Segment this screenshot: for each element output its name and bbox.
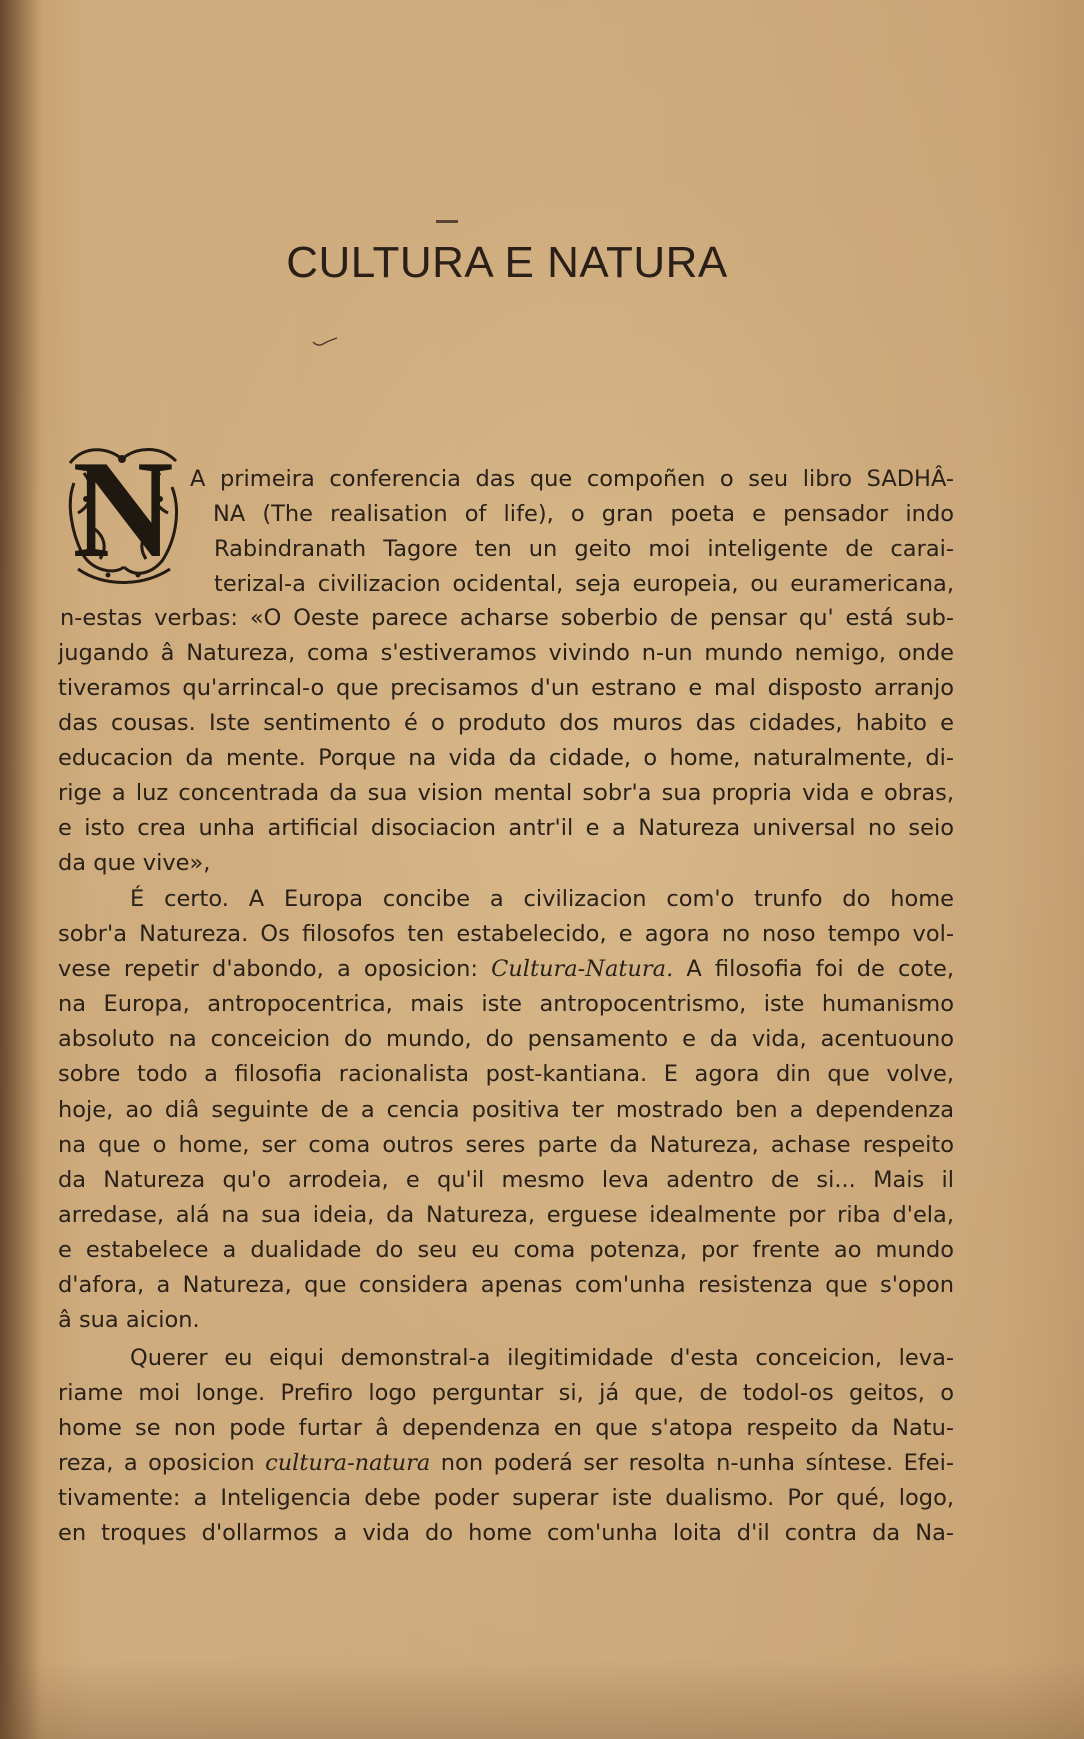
text-line: absoluto na conceicion do mundo, do pensamento e da vida, acentuouno xyxy=(58,1026,954,1052)
text-line: Querer eu eiqui demonstral-a ilegitimidade d'esta conceicion, leva- xyxy=(130,1345,954,1371)
text-line: A primeira conferencia das que compoñen o seu libro SADHÂ- xyxy=(190,466,954,492)
text-line: da que vive», xyxy=(58,850,211,876)
text-line: na que o home, ser coma outros seres parte da Natureza, achase respeito xyxy=(58,1132,954,1158)
text-line: riame moi longe. Prefiro logo perguntar si, já que, de todol-os geitos, o xyxy=(58,1380,954,1406)
text-line: É certo. A Europa concibe a civilizacion com'o trunfo do home xyxy=(130,886,954,912)
text-line: Rabindranath Tagore ten un geito moi inteligente de carai- xyxy=(214,536,954,562)
text-line: tiveramos qu'arrincal-o que precisamos d'un estrano e mal disposto arranjo xyxy=(58,675,954,701)
text-line: n-estas verbas: «O Oeste parece acharse soberbio de pensar qu' está sub- xyxy=(60,605,954,631)
text-line: reza, a oposicion cultura-natura non poderá ser resolta n-unha síntese. Efei- xyxy=(58,1450,954,1476)
text-line: das cousas. Iste sentimento é o produto dos muros das cidades, habito e xyxy=(58,710,954,736)
text-line: na Europa, antropocentrica, mais iste antropocentrismo, iste humanismo xyxy=(58,991,954,1017)
text-line: jugando â Natureza, coma s'estiveramos vivindo n-un mundo nemigo, onde xyxy=(58,640,954,666)
text-line: d'afora, a Natureza, que considera apenas com'unha resistenza que s'opon xyxy=(58,1272,954,1298)
ornament-squiggle xyxy=(312,336,338,348)
text-line: rige a luz concentrada da sua vision mental sobr'a sua propria vida e obras, xyxy=(58,780,954,806)
header-dash xyxy=(436,220,458,223)
text-line: tivamente: a Inteligencia debe poder superar iste dualismo. Por qué, logo, xyxy=(58,1485,954,1511)
text-line: hoje, ao diâ seguinte de a cencia positiva ter mostrado ben a dependenza xyxy=(58,1097,954,1123)
text-line: en troques d'ollarmos a vida do home com'unha loita d'il contra da Na- xyxy=(58,1520,954,1546)
text-line: vese repetir d'abondo, a oposicion: Cultura-Natura. A filosofia foi de cote, xyxy=(58,956,954,982)
text-line: arredase, alá na sua ideia, da Natureza, erguese idealmente por riba d'ela, xyxy=(58,1202,954,1228)
text-line: e estabelece a dualidade do seu eu coma potenza, por frente ao mundo xyxy=(58,1237,954,1263)
text-line: da Natureza qu'o arrodeia, e qu'il mesmo leva adentro de si... Mais il xyxy=(58,1167,954,1193)
chapter-title: CULTURA E NATURA xyxy=(286,238,728,287)
text-line: NA (The realisation of life), o gran poeta e pensador indo xyxy=(213,501,954,527)
text-line: â sua aicion. xyxy=(58,1307,200,1333)
decorated-initial xyxy=(64,432,182,587)
text-line: educacion da mente. Porque na vida da cidade, o home, naturalmente, di- xyxy=(58,745,954,771)
drop-cap-letter: N xyxy=(72,432,174,587)
text-line: e isto crea unha artificial disociacion antr'il e a Natureza universal no seio xyxy=(58,815,954,841)
text-line: sobre todo a filosofia racionalista post-kantiana. E agora din que volve, xyxy=(58,1061,954,1087)
text-line: sobr'a Natureza. Os filosofos ten estabelecido, e agora no noso tempo vol- xyxy=(58,921,954,947)
text-line: terizal-a civilizacion ocidental, seja europeia, ou euramericana, xyxy=(214,571,954,597)
text-line: home se non pode furtar â dependenza en que s'atopa respeito da Natu- xyxy=(58,1415,954,1441)
